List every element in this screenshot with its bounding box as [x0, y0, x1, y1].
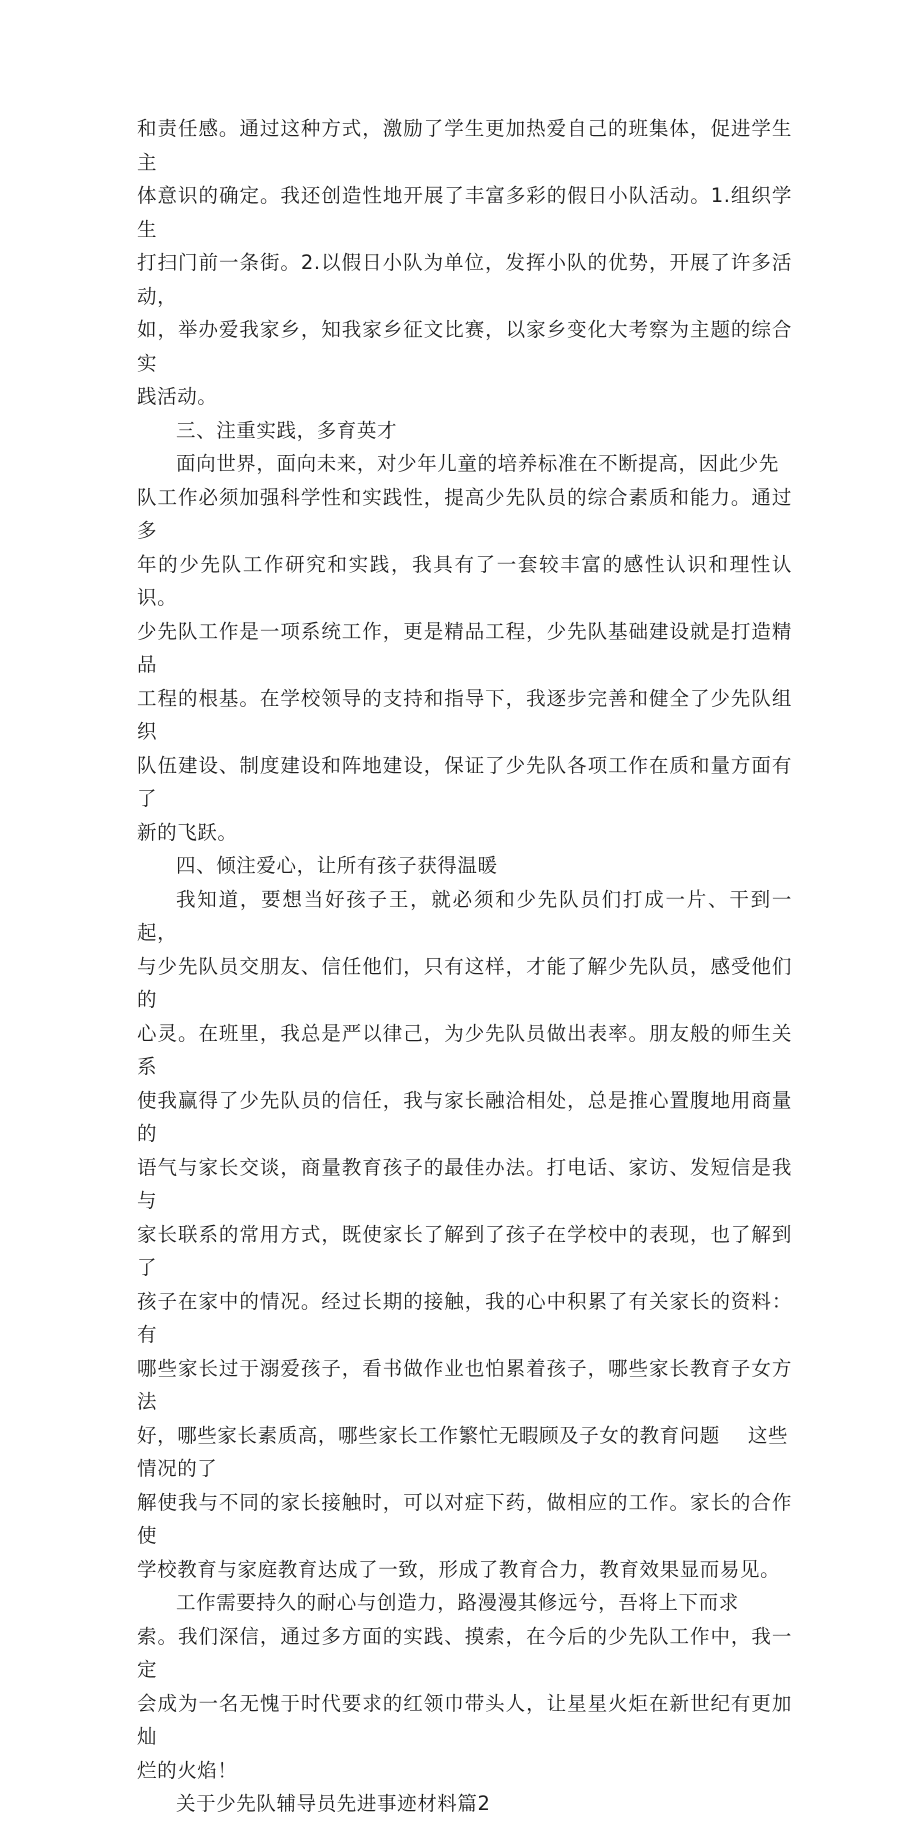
text-segment: 好，哪些家长素质高，哪些家长工作繁忙无暇顾及子女的教育问题	[137, 1423, 720, 1447]
paragraph-continuation	[137, 112, 792, 414]
text-line: 使我赢得了少先队员的信任，我与家长融洽相处，总是推心置腹地用商量的	[137, 1088, 792, 1145]
text-line: 孩子在家中的情况。经过长期的接触，我的心中积累了有关家长的资料：有	[137, 1289, 792, 1346]
section-heading-4: 四、倾注爱心，让所有孩子获得温暖	[176, 854, 498, 877]
text-line: 和责任感。通过这种方式，激励了学生更加热爱自己的班集体，促进学生主	[137, 117, 792, 174]
text-line: 践活动。	[137, 385, 218, 408]
text-line: 与少先队员交朋友、信任他们，只有这样，才能了解少先队员，感受他们的	[137, 954, 792, 1011]
text-line	[137, 1419, 792, 1453]
text-line: 家长联系的常用方式，既使家长了解到了孩子在学校中的表现，也了解到了	[137, 1222, 792, 1279]
section-title: 关于少先队辅导员先进事迹材料篇2	[176, 1792, 491, 1815]
text-line: 会成为一名无愧于时代要求的红领巾带头人，让星星火炬在新世纪有更加灿	[137, 1691, 792, 1748]
text-line: 学校教育与家庭教育达成了一致，形成了教育合力，教育效果显而易见。	[137, 1557, 781, 1581]
text-line: 打扫门前一条街。2.以假日小队为单位，发挥小队的优势，开展了许多活动，	[137, 251, 792, 308]
text-line: 年的少先队工作研究和实践，我具有了一套较丰富的感性认识和理性认识。	[137, 552, 792, 609]
text-line: 解使我与不同的家长接触时，可以对症下药，做相应的工作。家长的合作使	[137, 1490, 792, 1547]
text-line: 体意识的确定。我还创造性地开展了丰富多彩的假日小队活动。1.组织学生	[137, 184, 792, 241]
text-line: 语气与家长交谈，商量教育孩子的最佳办法。打电话、家访、发短信是我与	[137, 1155, 792, 1212]
paragraph-closing	[137, 1586, 792, 1787]
text-line: 面向世界，面向未来，对少年儿童的培养标准在不断提高，因此少先	[176, 452, 780, 475]
text-line: 索。我们深信，通过多方面的实践、摸索，在今后的少先队工作中，我一定	[137, 1624, 792, 1681]
text-line: 工程的根基。在学校领导的支持和指导下，我逐步完善和健全了少先队组织	[137, 686, 792, 743]
document-body	[137, 112, 792, 1821]
text-line: 我知道，要想当好孩子王，就必须和少先队员们打成一片、干到一起，	[137, 887, 792, 944]
text-line: 队工作必须加强科学性和实践性，提高少先队员的综合素质和能力。通过多	[137, 485, 792, 542]
text-line: 少先队工作是一项系统工作，更是精品工程，少先队基础建设就是打造精品	[137, 619, 792, 676]
text-line: 如，举办爱我家乡，知我家乡征文比赛，以家乡变化大考察为主题的综合实	[137, 318, 792, 375]
section-heading-3: 三、注重实践，多育英才	[176, 418, 398, 442]
text-line: 队伍建设、制度建设和阵地建设，保证了少先队各项工作在质和量方面有了	[137, 753, 792, 810]
text-line: 心灵。在班里，我总是严以律己，为少先队员做出表率。朋友般的师生关系	[137, 1021, 792, 1078]
text-line: 烂的火焰！	[137, 1758, 238, 1782]
text-line: 新的飞跃。	[137, 820, 238, 844]
text-line: 情况的了	[137, 1457, 218, 1480]
text-line: 哪些家长过于溺爱孩子，看书做作业也怕累着孩子，哪些家长教育子女方法	[137, 1356, 792, 1413]
paragraph-care	[137, 883, 792, 1587]
text-segment: 这些	[747, 1423, 789, 1447]
paragraph-practice	[137, 447, 792, 849]
text-line: 工作需要持久的耐心与创造力，路漫漫其修远兮，吾将上下而求	[176, 1591, 739, 1614]
